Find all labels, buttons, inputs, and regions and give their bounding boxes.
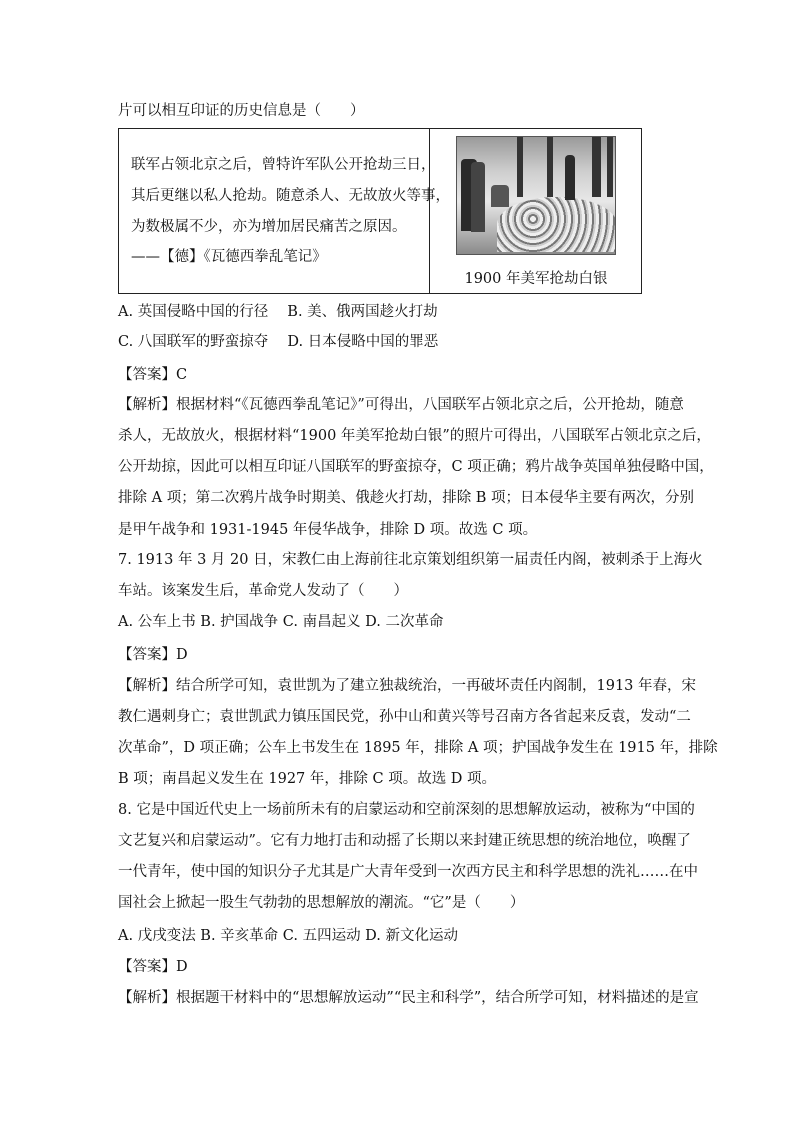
q7-answer: 【答案】D: [118, 647, 188, 663]
q7-stem-line: 7. 1913 年 3 月 20 日，宋教仁由上海前往北京策划组织第一届责任内阁，被刺杀于上海火: [118, 552, 703, 568]
q7-options: A. 公车上书 B. 护国战争 C. 南昌起义 D. 二次革命: [118, 614, 444, 630]
q7-analysis-line: B 项；南昌起义发生在 1927 年，排除 C 项。故选 D 项。: [118, 771, 497, 787]
quote-line: 为数极属不少，亦为增加居民痛苦之原因。: [131, 219, 407, 235]
q6-analysis-line: 排除 A 项；第二次鸦片战争时期美、俄趁火打劫，排除 B 项；日本侵华主要有两次，分别: [118, 490, 695, 506]
q6-options-ab: A. 英国侵略中国的行径 B. 美、俄两国趁火打劫: [118, 304, 438, 320]
q8-stem-line: 一代青年，使中国的知识分子尤其是广大青年受到一次西方民主和科学思想的洗礼……在中: [118, 864, 698, 880]
q8-stem-line: 国社会上掀起一股生气勃勃的思想解放的潮流。“它”是（ ）: [118, 895, 525, 911]
q6-analysis-line: 杀人，无故放火，根据材料“1900 年美军抢劫白银”的照片可得出，八国联军占领北京之后，: [118, 428, 711, 444]
q6-analysis-line: 【解析】根据材料“《瓦德西拳乱笔记》”可得出，八国联军占领北京之后，公开抢劫，随意: [118, 397, 684, 413]
q8-options: A. 戊戌变法 B. 辛亥革命 C. 五四运动 D. 新文化运动: [118, 928, 459, 944]
photo-caption: 1900 年美军抢劫白银: [464, 271, 608, 287]
q8-analysis-line: 【解析】根据题干材料中的“思想解放运动”“民主和科学”，结合所学可知，材料描述的是宣: [118, 990, 699, 1006]
q6-options-cd: C. 八国联军的野蛮掠夺 D. 日本侵略中国的罪恶: [118, 334, 439, 350]
source-table: [118, 128, 642, 294]
q6-analysis-line: 公开劫掠，因此可以相互印证八国联军的野蛮掠夺，C 项正确；鸦片战争英国单独侵略中国，: [118, 459, 714, 475]
q8-stem-line: 文艺复兴和启蒙运动”。它有力地打击和动摇了长期以来封建正统思想的统治地位，唤醒了: [118, 833, 691, 849]
q6-analysis-line: 是甲午战争和 1931-1945 年侵华战争，排除 D 项。故选 C 项。: [118, 522, 538, 538]
quote-source: ——【德】《瓦德西拳乱笔记》: [131, 249, 327, 265]
q7-stem-line: 车站。该案发生后，革命党人发动了（ ）: [118, 583, 408, 599]
q6-answer: 【答案】C: [118, 367, 188, 383]
quote-line: 联军占领北京之后，曾特许军队公开抢劫三日，: [131, 157, 436, 173]
q7-analysis-line: 教仁遇刺身亡；袁世凯武力镇压国民党，孙中山和黄兴等号召南方各省起来反袁，发动“二: [118, 709, 691, 725]
historical-photo: [456, 136, 616, 255]
q7-analysis-line: 次革命”，D 项正确；公车上书发生在 1895 年，排除 A 项；护国战争发生在 1915 年，排除: [118, 740, 718, 756]
quote-line: 其后更继以私人抢劫。随意杀人、无故放火等事，: [131, 188, 450, 204]
q7-analysis-line: 【解析】结合所学可知，袁世凯为了建立独裁统治，一再破坏责任内阁制，1913 年春，宋: [118, 678, 697, 694]
q8-answer: 【答案】D: [118, 959, 188, 975]
q6-stem: 片可以相互印证的历史信息是（ ）: [118, 103, 365, 119]
q8-stem-line: 8. 它是中国近代史上一场前所未有的启蒙运动和空前深刻的思想解放运动，被称为“中国的: [118, 802, 695, 818]
